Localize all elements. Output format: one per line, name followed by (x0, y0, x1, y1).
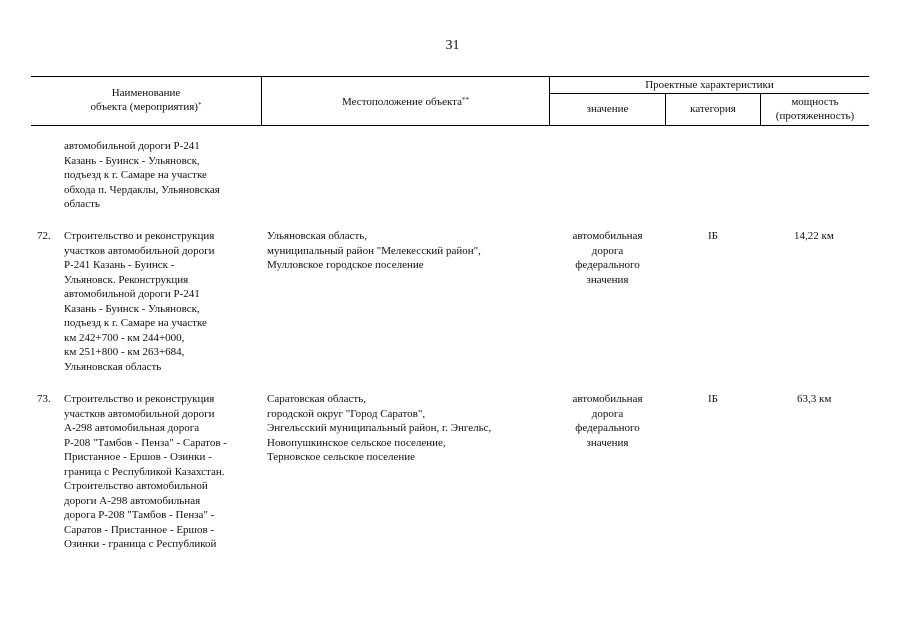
row-location-cell: Ульяновская область, муниципальный район "Мелекесский район", Мулловское городское поселение (267, 230, 481, 271)
header-category-column: категория (690, 103, 736, 115)
header-capacity-column (761, 95, 869, 123)
header-name-line2: объекта (мероприятия) (90, 101, 198, 113)
header-capacity-line2: (протяженность) (775, 110, 855, 122)
header-location-label: Местоположение объекта (342, 96, 462, 108)
header-bottom-rule (31, 125, 869, 126)
header-location-column (262, 95, 549, 109)
row-number: 73. (37, 393, 51, 405)
group-divider-rule (549, 93, 869, 94)
row-value-cell: автомобильная дорога федерального значения (572, 393, 643, 449)
row-name-cell: Строительство и реконструкция участков автомобильной дороги Р-241 Казань - Буинск - Ульяновск. Реконструкция автомобильной дороги Р-241 Казань - Буинск - Ульяновск, подъезд к г. Самаре на участке км 242+700 - км 244+000, км 251+800 - км 263+684, Ульяновская область (64, 230, 215, 373)
row-capacity-cell: 14,22 км (794, 230, 834, 242)
header-value-column: значение (586, 103, 629, 115)
header-location-footnote-mark: ** (461, 96, 469, 104)
row-location-cell: Саратовская область, городской округ "Город Саратов", Энгельсский муниципальный район, г. Энгельс, Новопушкинское сельское поселение, Терновское сельское поселение (267, 393, 492, 463)
header-top-rule (31, 76, 869, 77)
row-category-cell: IБ (708, 393, 718, 405)
row-name-cell: Строительство и реконструкция участков автомобильной дороги А-298 автомобильная дорога Р-208 "Тамбов - Пенза" - Саратов - Пристанное - Ершов - Озинки - граница с Республикой Казахстан. Строительство автомобильной дороги А-298 автомобильная дорога Р-208 "Тамбов - Пенза" - Саратов - Пристанное - Ершов - Озинки - граница с Республикой (64, 393, 227, 550)
header-capacity-line1: мощность (791, 96, 839, 108)
row-number: 72. (37, 230, 51, 242)
row-value-cell: автомобильная дорога федерального значения (572, 230, 643, 286)
continuation-name-cell: автомобильной дороги Р-241 Казань - Буинск - Ульяновск, подъезд к г. Самаре на участке обхода п. Чердаклы, Ульяновская область (64, 140, 220, 210)
header-name-footnote-mark: * (197, 101, 202, 109)
header-name-line1: Наименование (111, 87, 181, 99)
page-number: 31 (445, 38, 460, 53)
row-category-cell: IБ (708, 230, 718, 242)
header-name-column (31, 86, 261, 114)
row-capacity-cell: 63,3 км (797, 393, 832, 405)
header-group-title: Проектные характеристики (645, 79, 774, 91)
